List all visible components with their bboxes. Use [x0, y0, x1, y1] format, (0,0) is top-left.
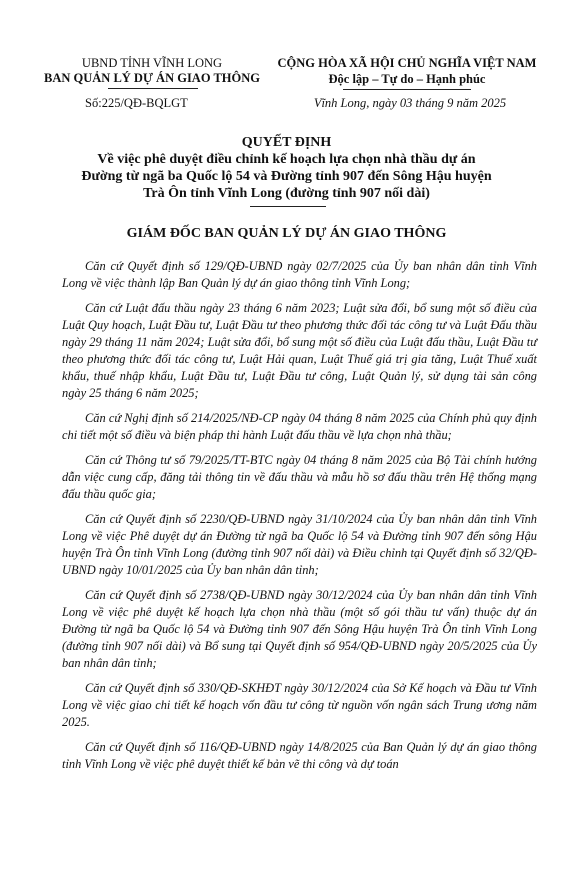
basis-paragraph-1: Căn cứ Quyết định số 129/QĐ-UBND ngày 02/7/2025 của Ủy ban nhân dân tỉnh Vĩnh Long về việc thành lập Ban Quản lý dự án giao thông tỉnh Vĩnh Long; — [62, 259, 537, 290]
agency-parent: UBND TỈNH VĨNH LONG — [81, 56, 223, 70]
basis-paragraph-8: Căn cứ Quyết định số 116/QĐ-UBND ngày 14/8/2025 của Ban Quản lý dự án giao thông tỉnh Vĩnh Long về việc phê duyệt thiết kế bản vẽ thi công và dự toán — [62, 740, 537, 771]
doc-number-value: 225 — [101, 96, 121, 110]
agency-name: BAN QUẢN LÝ DỰ ÁN GIAO THÔNG — [44, 71, 260, 85]
decision-heading: QUYẾT ĐỊNH — [241, 135, 332, 150]
basis-paragraph-4: Căn cứ Thông tư số 79/2025/TT-BTC ngày 04 tháng 8 năm 2025 của Bộ Tài chính hướng dẫn việc cung cấp, đăng tải thông tin về đấu thầu và mẫu hồ sơ đấu thầu trên Hệ thống mạng đấu thầu quốc gia; — [62, 453, 537, 501]
doc-number-suffix: /QĐ-BQLGT — [120, 96, 188, 110]
issuing-authority: GIÁM ĐỐC BAN QUẢN LÝ DỰ ÁN GIAO THÔNG — [126, 226, 447, 241]
subject-line-3-part-b: (đường tỉnh 907 nối dài) — [285, 186, 430, 201]
basis-paragraph-2: Căn cứ Luật đấu thầu ngày 23 tháng 6 năm 2023; Luật sửa đổi, bổ sung một số điều của Luật Quy hoạch, Luật Đầu tư, Luật Đầu tư theo phương thức đối tác công tư và Luật Đấu thầu ngày 29 tháng 11 năm 2024; Luật sửa đổi, bổ sung một số điều của Luật đấu thầu, Luật Đầu tư theo phương thức đối tác công tư, Luật Hải quan, Luật Thuế giá trị gia tăng, Luật Thuế xuất khẩu, thuế nhập khẩu, Luật Đầu tư, Luật Đầu tư công, Luật Quản lý, sử dụng tài sản công ngày 25 tháng 6 năm 2025; — [62, 301, 537, 400]
country-name: CỘNG HÒA XÃ HỘI CHỦ NGHĨA VIỆT NAM — [277, 56, 537, 70]
basis-paragraph-5: Căn cứ Quyết định số 2230/QĐ-UBND ngày 31/10/2024 của Ủy ban nhân dân tỉnh Vĩnh Long về việc Phê duyệt dự án Đường từ ngã ba Quốc lộ 54 và Đường tỉnh 907 đến sông Hậu huyện Trà Ôn tỉnh Vĩnh Long (đường tỉnh 907 nối dài) và Điều chỉnh tại Quyết định số 32/QĐ-UBND ngày 10/01/2025 của Ủy ban nhân dân tỉnh; — [62, 512, 537, 577]
doc-number-prefix: Số: — [85, 96, 102, 110]
basis-paragraph-7: Căn cứ Quyết định số 330/QĐ-SKHĐT ngày 30/12/2024 của Sở Kế hoạch và Đầu tư Vĩnh Long về việc giao chi tiết kế hoạch vốn đầu tư công từ nguồn vốn ngân sách Trung ương năm 2025. — [62, 681, 537, 729]
decision-subject-line-2: Đường từ ngã ba Quốc lộ 54 và Đường tỉnh 907 đến Sông Hậu huyện — [81, 169, 492, 184]
national-motto: Độc lập – Tự do – Hạnh phúc — [328, 72, 486, 86]
place-date: Vĩnh Long, ngày 03 tháng 9 năm 2025 — [313, 96, 507, 110]
motto-underline — [343, 89, 471, 90]
basis-paragraph-6: Căn cứ Quyết định số 2738/QĐ-UBND ngày 30/12/2024 của Ủy ban nhân dân tỉnh Vĩnh Long về việc phê duyệt kế hoạch lựa chọn nhà thầu (một số gói thầu tư vấn) thuộc dự án Đường từ ngã ba Quốc lộ 54 và Đường tỉnh 907 đến Sông Hậu huyện Trà Ôn tỉnh Vĩnh Long (đường tỉnh 907 nối dài) và Bổ sung tại Quyết định số 954/QĐ-UBND ngày 20/5/2025 của Ủy ban nhân dân tỉnh; — [62, 588, 537, 670]
agency-underline — [108, 88, 198, 89]
document-body — [62, 258, 537, 781]
title-underline — [250, 206, 326, 207]
subject-line-3-part-a: Trà Ôn tỉnh Vĩnh Long — [143, 186, 286, 201]
doc-number — [85, 96, 188, 111]
decision-subject-line-3 — [0, 185, 573, 202]
decision-subject-line-1: Về việc phê duyệt điều chỉnh kế hoạch lựa chọn nhà thầu dự án — [97, 152, 476, 167]
basis-paragraph-3: Căn cứ Nghị định số 214/2025/NĐ-CP ngày 04 tháng 8 năm 2025 của Chính phủ quy định chi tiết một số điều và biện pháp thi hành Luật đấu thầu về lựa chọn nhà thầu; — [62, 411, 537, 442]
